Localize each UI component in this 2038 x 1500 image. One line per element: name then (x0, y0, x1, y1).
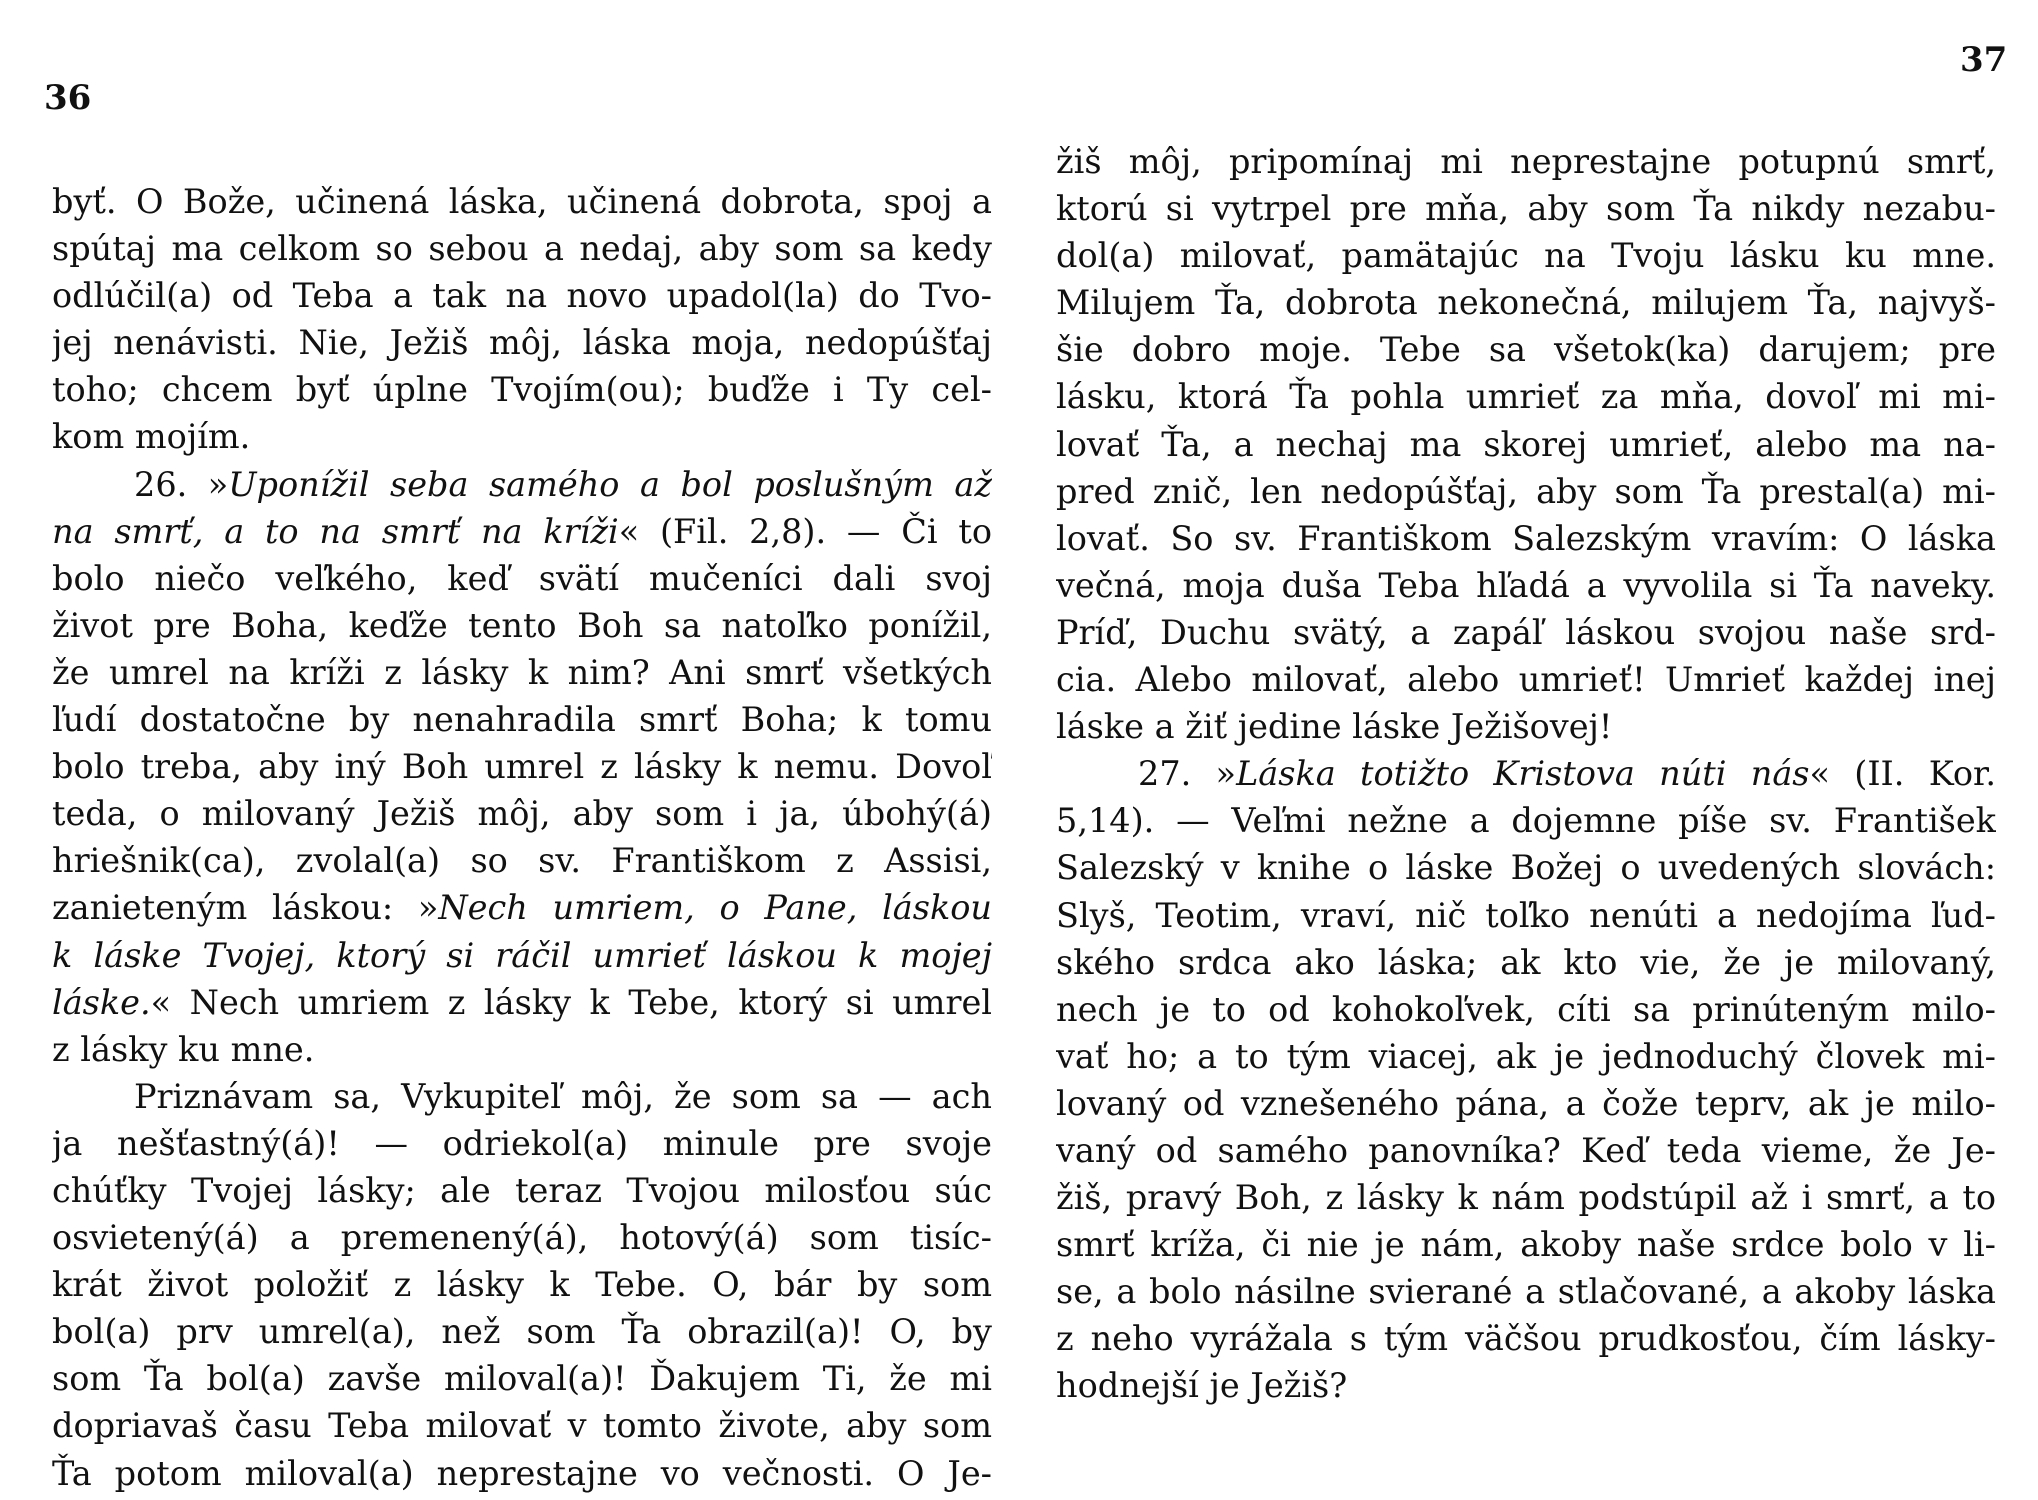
text-line: pred znič, len nedopúšťaj, aby som Ťa prestal(a) mi- (1056, 471, 1996, 511)
text-line: šie dobro moje. Tebe sa všetok(ka) darujem; pre (1056, 330, 1996, 370)
text-line: žiš, pravý Boh, z lásky k nám podstúpil až i smrť, a to (1056, 1178, 1996, 1218)
text-line: se, a bolo násilne svierané a stlačované, a akoby láska (1056, 1272, 1996, 1312)
quote-line: k láske Tvojej, ktorý si ráčil umrieť láskou k mojej (52, 935, 992, 975)
text-line: bolo niečo veľkého, keď svätí mučeníci dali svoj (52, 558, 992, 598)
text-line-italic (52, 884, 992, 931)
text-line: teda, o milovaný Ježiš môj, aby som i ja, úbohý(á) (52, 794, 992, 834)
text-line-italic (52, 932, 992, 979)
text-line: jej nenávisti. Nie, Ježiš môj, láska moja, nedopúšťaj (52, 323, 992, 363)
text-line: odlúčil(a) od Teba a tak na novo upadol(la) do Tvo- (52, 276, 992, 316)
text-line: z neho vyrážala s tým väčšou prudkosťou, čím lásky- (1056, 1319, 1996, 1359)
text-line: Ťa potom miloval(a) neprestajne vo večnosti. O Je- (52, 1453, 992, 1493)
paragraph-27-start: 27. »Láska totižto Kristova núti nás« (II. Kor. (1138, 754, 1996, 794)
text-line: ľudí dostatočne by nenahradila smrť Boha; k tomu (52, 700, 992, 740)
text-line: Príď, Duchu svätý, a zapáľ láskou svojou naše srd- (1056, 612, 1996, 652)
text-line: byť. O Bože, učinená láska, učinená dobrota, spoj a (52, 182, 992, 221)
text-line: vaný od samého panovníka? Keď teda vieme, že Je- (1056, 1130, 1996, 1170)
paragraph-26-start: 26. »Uponížil seba samého a bol poslušným až (134, 464, 992, 504)
text-line: hodnejší je Ježiš? (1056, 1366, 1348, 1406)
text-line-italic (1056, 750, 1996, 797)
text-line: ktorú si vytrpel pre mňa, aby som Ťa nikdy nezabu- (1056, 189, 1996, 229)
text-line: ja nešťastný(á)! — odriekol(a) minule pre svoje (52, 1123, 992, 1163)
text-line: že umrel na kríži z lásky k nim? Ani smrť všetkých (52, 652, 992, 692)
text-line: lovaný od vznešeného pána, a čože teprv, ak je milo- (1056, 1083, 1996, 1123)
text-line: kom mojím. (52, 417, 251, 457)
text-line: chúťky Tvojej lásky; ale teraz Tvojou milosťou súc (52, 1170, 992, 1210)
text-line-italic (52, 508, 992, 555)
text-line: Salezský v knihe o láske Božej o uvedených slovách: (1056, 848, 1996, 888)
text-line: život pre Boha, keďže tento Boh sa natoľko ponížil, (52, 605, 992, 645)
quote-line: zanieteným láskou: »Nech umriem, o Pane, láskou (52, 888, 992, 928)
text-line: lásku, ktorá Ťa pohla umrieť za mňa, dovoľ mi mi- (1056, 377, 1996, 417)
page-number-right: 37 (1960, 40, 2008, 80)
text-line: láske a žiť jedine láske Ježišovej! (1056, 707, 1613, 747)
text-line: lovať. So sv. Františkom Salezským vravím: O láska (1056, 518, 1996, 558)
text-line: dopriavaš času Teba milovať v tomto živote, aby som (52, 1406, 992, 1446)
quote-line: láske.« Nech umriem z lásky k Tebe, ktorý si umrel (52, 982, 992, 1022)
text-line: spútaj ma celkom so sebou a nedaj, aby som sa kedy (52, 229, 992, 269)
text-line: toho; chcem byť úplne Tvojím(ou); buďže i Ty cel- (52, 370, 992, 410)
text-line: cia. Alebo milovať, alebo umrieť! Umrieť každej inej (1056, 660, 1996, 700)
page-number-left: 36 (44, 78, 92, 118)
text-line: Milujem Ťa, dobrota nekonečná, milujem Ťa, najvyš- (1056, 283, 1996, 323)
text-line: osvietený(á) a premenený(á), hotový(á) som tisíc- (52, 1218, 992, 1258)
text-line-italic (52, 979, 992, 1026)
left-page-text (52, 178, 992, 1497)
text-line: som Ťa bol(a) zavše miloval(a)! Ďakujem Ti, že mi (52, 1359, 992, 1399)
text-line: dol(a) milovať, pamätajúc na Tvoju lásku ku mne. (1056, 236, 1996, 276)
text-line: večná, moja duša Teba hľadá a vyvolila si Ťa naveky. (1056, 565, 1996, 605)
text-line: krát život položiť z lásky k Tebe. O, bár by som (52, 1265, 992, 1305)
text-line: vať ho; a to tým viacej, ak je jednoduchý človek mi- (1056, 1036, 1996, 1076)
text-line: bol(a) prv umrel(a), než som Ťa obrazil(a)! O, by (52, 1312, 992, 1352)
text-line: Priznávam sa, Vykupiteľ môj, že som sa — ach (134, 1076, 992, 1116)
text-line: Slyš, Teotim, vraví, nič toľko nenúti a nedojíma ľud- (1056, 895, 1996, 935)
text-line: z lásky ku mne. (52, 1029, 315, 1069)
text-line: žiš môj, pripomínaj mi neprestajne potupnú smrť, (1056, 142, 1996, 181)
text-line: 5,14). — Veľmi nežne a dojemne píše sv. František (1056, 801, 1996, 841)
text-line: ského srdca ako láska; ak kto vie, že je milovaný, (1056, 942, 1996, 982)
text-line: lovať Ťa, a nechaj ma skorej umrieť, alebo ma na- (1056, 424, 1996, 464)
text-line: smrť kríža, či nie je nám, akoby naše srdce bolo v li- (1056, 1225, 1996, 1265)
text-line: nech je to od kohokoľvek, cíti sa prinúteným milo- (1056, 989, 1996, 1029)
right-page-text (1056, 138, 1996, 1410)
text-line: hriešnik(ca), zvolal(a) so sv. Františkom z Assisi, (52, 841, 992, 881)
paragraph-26-quote-end: na smrť, a to na smrť na kríži« (Fil. 2,8). — Či to (52, 511, 992, 551)
text-line: bolo treba, aby iný Boh umrel z lásky k nemu. Dovoľ (52, 747, 992, 787)
text-line-italic (52, 461, 992, 508)
